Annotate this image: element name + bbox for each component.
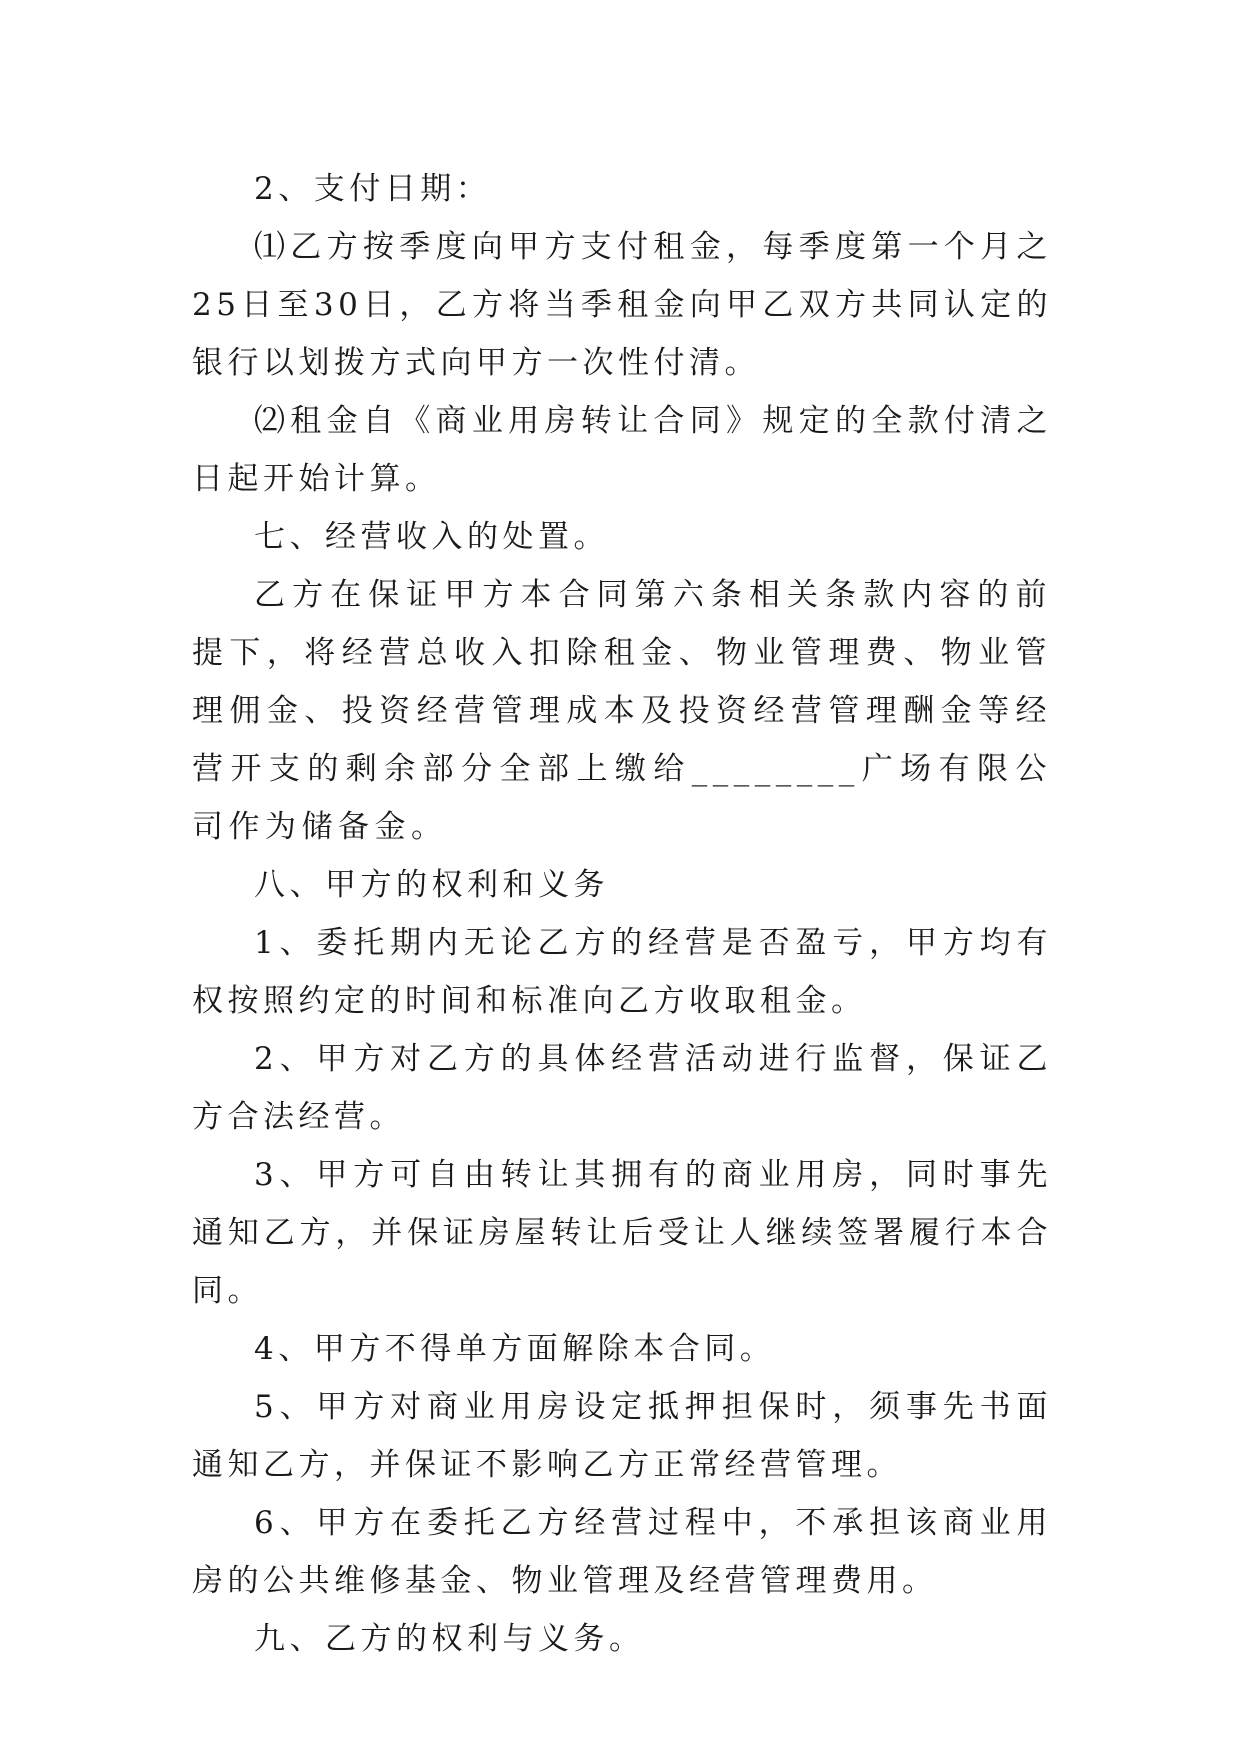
document-body	[192, 160, 1052, 1668]
paragraph-payment-date-heading: 2、支付日期：	[254, 171, 492, 207]
paragraph-quarterly-payment: ⑴乙方按季度向甲方支付租金，每季度第一个月之25日至30日，乙方将当季租金向甲乙双方共同认定的银行以划拨方式向甲方一次性付清。	[192, 229, 1052, 381]
paragraph-party-a-item-1: 1、委托期内无论乙方的经营是否盈亏，甲方均有权按照约定的时间和标准向乙方收取租金。	[192, 925, 1052, 1019]
paragraph-party-a-item-5: 5、甲方对商业用房设定抵押担保时，须事先书面通知乙方，并保证不影响乙方正常经营管理。	[192, 1389, 1052, 1483]
section-heading-party-b-rights: 九、乙方的权利与义务。	[254, 1621, 645, 1657]
paragraph-party-a-item-3: 3、甲方可自由转让其拥有的商业用房，同时事先通知乙方，并保证房屋转让后受让人继续签署履行本合同。	[192, 1157, 1052, 1309]
paragraph-rent-start: ⑵租金自《商业用房转让合同》规定的全款付清之日起开始计算。	[192, 403, 1052, 497]
paragraph-party-a-item-6: 6、甲方在委托乙方经营过程中，不承担该商业用房的公共维修基金、物业管理及经营管理费用。	[192, 1505, 1052, 1599]
section-heading-income-disposal: 七、经营收入的处置。	[254, 519, 609, 555]
paragraph-party-a-item-2: 2、甲方对乙方的具体经营活动进行监督，保证乙方合法经营。	[192, 1041, 1052, 1135]
paragraph-income-disposal: 乙方在保证甲方本合同第六条相关条款内容的前提下，将经营总收入扣除租金、物业管理费、物业管理佣金、投资经营管理成本及投资经营管理酬金等经营开支的剩余部分全部上缴给________广场有限公司作为储备金。	[192, 577, 1052, 845]
paragraph-party-a-item-4: 4、甲方不得单方面解除本合同。	[254, 1331, 776, 1367]
section-heading-party-a-rights: 八、甲方的权利和义务	[254, 867, 609, 903]
